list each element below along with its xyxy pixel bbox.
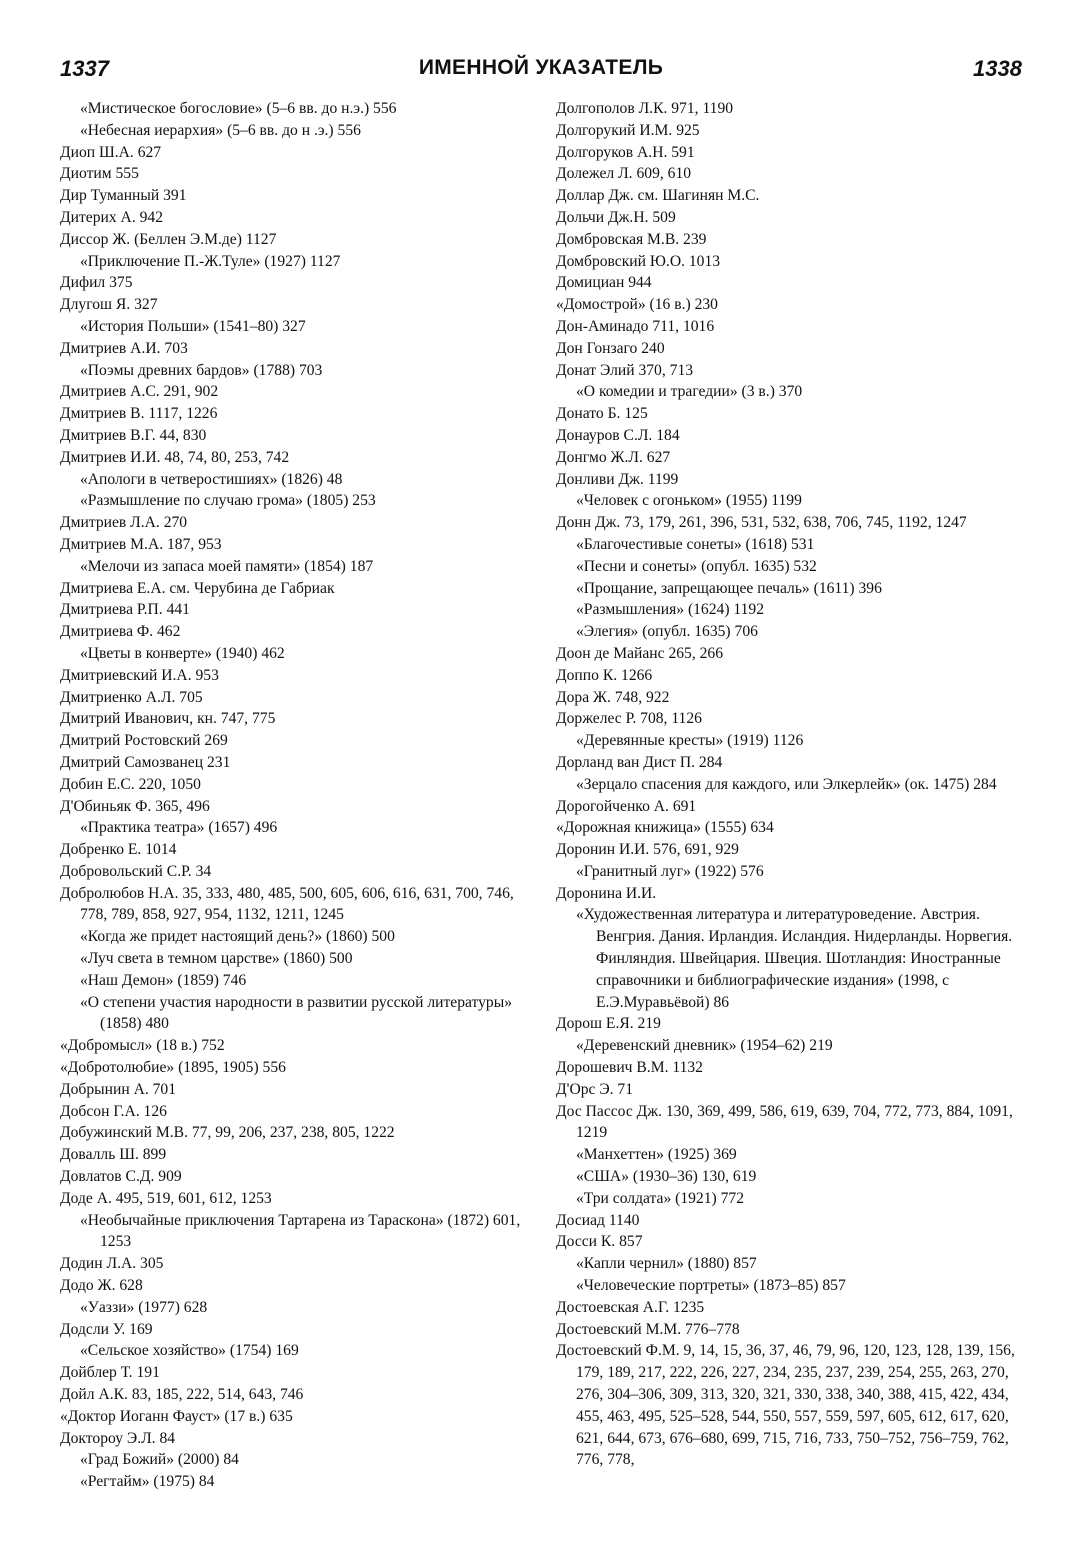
index-entry: Довалль Ш. 899 [60, 1146, 167, 1164]
index-entry: Дмитриева Р.П. 441 [60, 601, 190, 619]
index-entry: Добсон Г.А. 126 [60, 1102, 167, 1120]
index-subentry: «Художественная литература и литературоведение. Австрия. Венгрия. Дания. Ирландия. Исландия. Нидерланды. Норвегия. Финляндия. Швейцария. Швеция. Шотландия: Иностранные справочники и библиографические издания» (1998, с Е.Э.Муравьёвой) 86 [576, 906, 1013, 1011]
index-entry: Д'Обиньяк Ф. 365, 496 [60, 797, 210, 815]
index-entry: Дорогойченко А. 691 [556, 797, 697, 815]
index-subentry: «США» (1930–36) 130, 619 [576, 1168, 757, 1186]
index-entry: Доон де Майанс 265, 266 [556, 644, 724, 662]
index-entry: Доронин И.И. 576, 691, 929 [556, 841, 739, 859]
index-entry: Диоп Ш.А. 627 [60, 143, 162, 161]
index-subentry: «Гранитный луг» (1922) 576 [576, 862, 764, 880]
index-subentry: «Приключение П.-Ж.Туле» (1927) 1127 [80, 252, 341, 270]
index-subentry: «Регтайм» (1975) 84 [80, 1473, 215, 1491]
index-entry: Долгоруков А.Н. 591 [556, 143, 695, 161]
index-entry: Доде А. 495, 519, 601, 612, 1253 [60, 1189, 272, 1207]
index-entry: Донливи Дж. 1199 [556, 470, 679, 488]
index-entry: Дойблер Т. 191 [60, 1364, 160, 1382]
index-entry: Дмитриев М.А. 187, 953 [60, 535, 222, 553]
index-entry: Дмитриев И.И. 48, 74, 80, 253, 742 [60, 448, 290, 466]
index-entry: Дмитриев А.С. 291, 902 [60, 383, 219, 401]
index-entry: Додо Ж. 628 [60, 1277, 143, 1295]
running-title: ИМЕННОЙ УКАЗАТЕЛЬ [418, 56, 664, 79]
index-entry: Дмитрий Ростовский 269 [60, 732, 228, 750]
index-entry: Дольчи Дж.Н. 509 [556, 208, 676, 226]
index-subentry: «Размышления» (1624) 1192 [576, 601, 765, 619]
index-subentry: «Зерцало спасения для каждого, или Элкерлейк» (ок. 1475) 284 [576, 775, 997, 793]
index-entry: Дон Гонзаго 240 [556, 339, 665, 357]
index-entry: Добрынин А. 701 [60, 1080, 177, 1098]
index-entry: Дитерих А. 942 [60, 208, 164, 226]
index-entry: Доппо К. 1266 [556, 666, 653, 684]
index-subentry: «Деревенский дневник» (1954–62) 219 [576, 1037, 833, 1055]
index-entry: «Добромысл» (18 в.) 752 [60, 1037, 225, 1055]
index-subentry: «Капли чернил» (1880) 857 [576, 1255, 757, 1273]
page-header [60, 56, 1022, 90]
index-entry: Доллар Дж. см. Шагинян М.С. [556, 187, 760, 205]
index-subentry: «Поэмы древних бардов» (1788) 703 [80, 361, 323, 379]
index-entry: Диотим 555 [60, 165, 139, 183]
index-entry: Дмитрий Самозванец 231 [60, 753, 231, 771]
index-subentry: «Уаззи» (1977) 628 [80, 1298, 208, 1316]
index-entry: Домбровская М.В. 239 [556, 230, 707, 248]
page-number-left: 1337 [60, 56, 109, 81]
index-entry: Долгополов Л.К. 971, 1190 [556, 100, 734, 117]
index-entry: Достоевский Ф.М. 9, 14, 15, 36, 37, 46, 79, 96, 120, 123, 128, 139, 156, 179, 189, 217, 222, 226, 227, 234, 235, 237, 239, 254, 255, 263, 270, 276, 304–306, 309, 313, 320, 321, 330, 338, 340, 388, 415, 422, 434, 455, 463, 495, 525–528, 544, 550, 557, 559, 597, 605, 612, 617, 620, 621, 644, 673, 676–680, 699, 715, 716, 733, 750–752, 756–759, 762, 776, 778, [556, 1342, 1015, 1469]
index-entry: Дмитриева Е.А. см. Черубина де Габриак [60, 579, 335, 597]
index-entry: Доржелес Р. 708, 1126 [556, 710, 702, 728]
index-list-right [556, 98, 1026, 1471]
left-column [60, 98, 530, 1493]
index-entry: Донгмо Ж.Л. 627 [556, 448, 671, 466]
index-subentry: «Практика театра» (1657) 496 [80, 819, 278, 837]
index-entry: Донат Элий 370, 713 [556, 361, 694, 379]
right-column [556, 98, 1026, 1471]
index-subentry: «О комедии и трагедии» (3 в.) 370 [576, 383, 803, 401]
index-entry: Додсли У. 169 [60, 1320, 153, 1338]
index-subentry: «Апологи в четверостишиях» (1826) 48 [80, 470, 343, 488]
index-entry: Дос Пассос Дж. 130, 369, 499, 586, 619, 639, 704, 772, 773, 884, 1091, 1219 [556, 1102, 1013, 1142]
index-subentry: «Небесная иерархия» (5–6 вв. до н .э.) 556 [80, 121, 361, 139]
index-entry: Дифил 375 [60, 274, 133, 292]
index-subentry: «Необычайные приключения Тартарена из Тараскона» (1872) 601, 1253 [80, 1211, 521, 1251]
index-entry: Долгорукий И.М. 925 [556, 121, 700, 139]
index-entry: Донато Б. 125 [556, 405, 648, 423]
index-entry: Досси К. 857 [556, 1233, 643, 1251]
index-entry: Домбровский Ю.О. 1013 [556, 252, 721, 270]
index-entry: Дора Ж. 748, 922 [556, 688, 670, 706]
index-subentry: «Человеческие портреты» (1873–85) 857 [576, 1277, 846, 1295]
index-subentry: «История Польши» (1541–80) 327 [80, 317, 306, 335]
index-subentry: «Человек с огоньком» (1955) 1199 [576, 492, 802, 510]
index-subentry: «Цветы в конверте» (1940) 462 [80, 644, 285, 662]
index-entry: Дир Туманный 391 [60, 187, 187, 205]
index-subentry: «Наш Демон» (1859) 746 [80, 971, 247, 989]
index-entry: Досиад 1140 [556, 1211, 640, 1229]
index-entry: Дмитрий Иванович, кн. 747, 775 [60, 710, 276, 728]
index-entry: «Дорожная книжица» (1555) 634 [556, 819, 774, 837]
index-entry: Долежел Л. 609, 610 [556, 165, 692, 183]
index-entry: Дорланд ван Дист П. 284 [556, 753, 723, 771]
index-entry: Диссор Ж. (Беллен Э.М.де) 1127 [60, 230, 277, 248]
index-entry: Донауров С.Л. 184 [556, 426, 680, 444]
index-entry: Длугош Я. 327 [60, 296, 158, 314]
index-list-left [60, 98, 530, 1493]
index-entry: Добин Е.С. 220, 1050 [60, 775, 201, 793]
index-entry: Дойл А.К. 83, 185, 222, 514, 643, 746 [60, 1386, 304, 1404]
index-entry: Достоевская А.Г. 1235 [556, 1298, 705, 1316]
index-entry: Дмитриев А.И. 703 [60, 339, 188, 357]
index-subentry: «Когда же придет настоящий день?» (1860) 500 [80, 928, 395, 946]
index-subentry: «Размышление по случаю грома» (1805) 253 [80, 492, 376, 510]
index-subentry: «Благочестивые сонеты» (1618) 531 [576, 535, 815, 553]
index-entry: Добренко Е. 1014 [60, 841, 177, 859]
index-entry: Дмитриевский И.А. 953 [60, 666, 219, 684]
index-entry: Дмитриенко А.Л. 705 [60, 688, 203, 706]
index-entry: Домициан 944 [556, 274, 652, 292]
index-entry: Дорош Е.Я. 219 [556, 1015, 661, 1033]
index-subentry: «Прощание, запрещающее печаль» (1611) 396 [576, 579, 882, 597]
index-entry: «Доктор Иоганн Фауст» (17 в.) 635 [60, 1407, 293, 1425]
index-subentry: «О степени участия народности в развитии русской литературы» (1858) 480 [80, 993, 512, 1033]
index-entry: Дмитриев В.Г. 44, 830 [60, 426, 207, 444]
index-entry: Доронина И.И. [556, 884, 657, 902]
index-entry: Доктороу Э.Л. 84 [60, 1429, 176, 1447]
index-entry: Дорошевич В.М. 1132 [556, 1059, 703, 1077]
index-subentry: «Манхеттен» (1925) 369 [576, 1146, 737, 1164]
index-entry: Добровольский С.Р. 34 [60, 862, 212, 880]
page-number-right: 1338 [973, 56, 1022, 81]
index-entry: Дон-Аминадо 711, 1016 [556, 317, 715, 335]
index-subentry: «Деревянные кресты» (1919) 1126 [576, 732, 804, 750]
index-entry: Д'Орс Э. 71 [556, 1080, 634, 1098]
index-entry: Достоевский М.М. 776–778 [556, 1320, 740, 1338]
index-subentry: «Луч света в темном царстве» (1860) 500 [80, 950, 353, 968]
index-entry: Дмитриев Л.А. 270 [60, 514, 188, 532]
index-entry: Додин Л.А. 305 [60, 1255, 164, 1273]
index-entry: Дмитриева Ф. 462 [60, 623, 181, 641]
index-subentry: «Сельское хозяйство» (1754) 169 [80, 1342, 299, 1360]
index-entry: «Добротолюбие» (1895, 1905) 556 [60, 1059, 286, 1077]
index-subentry: «Град Божий» (2000) 84 [80, 1451, 239, 1469]
index-subentry: «Песни и сонеты» (опубл. 1635) 532 [576, 557, 817, 575]
index-subentry: «Три солдата» (1921) 772 [576, 1189, 744, 1207]
index-entry: Довлатов С.Д. 909 [60, 1168, 182, 1186]
index-entry: Добролюбов Н.А. 35, 333, 480, 485, 500, 605, 606, 616, 631, 700, 746, 778, 789, 858, 927, 954, 1132, 1211, 1245 [60, 884, 514, 924]
index-subentry: «Мелочи из запаса моей памяти» (1854) 187 [80, 557, 374, 575]
index-entry: Добужинский М.В. 77, 99, 206, 237, 238, 805, 1222 [60, 1124, 395, 1142]
index-entry: «Домострой» (16 в.) 230 [556, 296, 718, 314]
index-entry: Дмитриев В. 1117, 1226 [60, 405, 218, 423]
index-entry: Донн Дж. 73, 179, 261, 396, 531, 532, 638, 706, 745, 1192, 1247 [556, 514, 967, 532]
index-subentry: «Элегия» (опубл. 1635) 706 [576, 623, 758, 641]
index-subentry: «Мистическое богословие» (5–6 вв. до н.э.) 556 [80, 100, 397, 117]
